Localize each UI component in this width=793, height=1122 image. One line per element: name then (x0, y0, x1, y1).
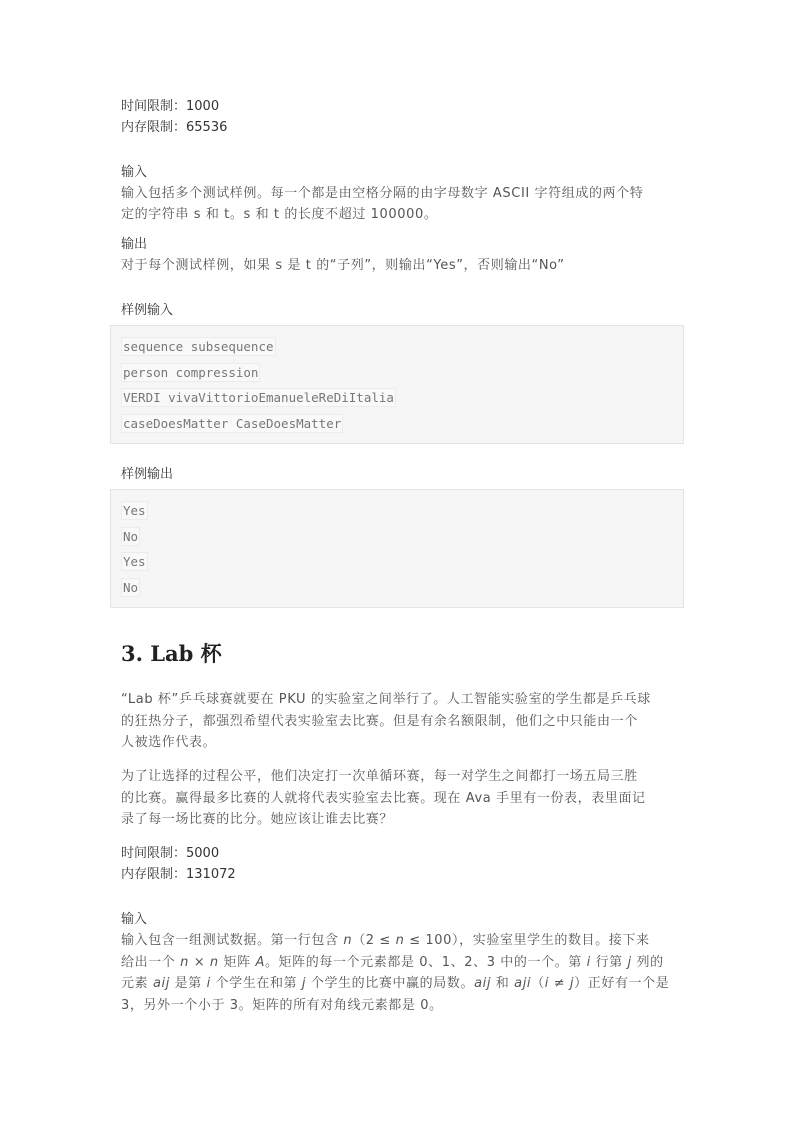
input-line: 元素 aij 是第 i 个学生在和第 j 个学生的比赛中赢的局数。aij 和 aji（i ≠ j）正好有一个是 (121, 976, 670, 991)
code-line: Yes (123, 503, 146, 518)
memory-limit: 内存限制：65536 (121, 120, 228, 135)
sample-input-label: 样例输入 (121, 303, 174, 318)
code-line: No (123, 528, 139, 544)
problem3-intro (121, 689, 676, 754)
problem3-limits (121, 843, 676, 885)
problem2-input-section (121, 162, 676, 225)
input-line: 3，另外一个小于 3。矩阵的所有对角线元素都是 0。 (121, 997, 443, 1013)
problem3-input-section (121, 909, 676, 1016)
code-line: sequence subsequence (123, 339, 274, 354)
intro-line: 的狂热分子，都强烈希望代表实验室去比赛。但是有余名额限制，他们之中只能由一个 (121, 713, 638, 729)
rules-line: 录了每一场比赛的比分。她应该让谁去比赛？ (121, 812, 394, 827)
output-desc: 对于每个测试样例，如果 s 是 t 的“子列”，则输出“Yes”，否则输出“No” (121, 258, 565, 273)
code-line: Yes (123, 554, 146, 570)
sample-input-title (121, 300, 676, 321)
time-limit: 时间限制：5000 (121, 846, 220, 861)
input-desc-line: 定的字符串 s 和 t。s 和 t 的长度不超过 100000。 (121, 207, 438, 222)
code-line: person compression (123, 364, 259, 380)
code-line: VERDI vivaVittorioEmanueleReDiItalia (123, 390, 394, 406)
sample-output-box (110, 489, 684, 608)
code-line: caseDoesMatter CaseDoesMatter (123, 416, 342, 432)
sample-input-box (110, 325, 684, 444)
input-title: 输入 (121, 165, 148, 180)
output-title: 输出 (121, 237, 148, 252)
problem2-limits (121, 96, 676, 138)
intro-line: “Lab 杯”乒乓球赛就要在 PKU 的实验室之间举行了。人工智能实验室的学生都是乒乓球 (121, 692, 651, 707)
code-line: No (123, 580, 139, 596)
rules-line: 的比赛。赢得最多比赛的人就将代表实验室去比赛。现在 Ava 手里有一份表，表里面记 (121, 790, 646, 806)
problem3-heading: 3. Lab 杯 (121, 641, 222, 666)
memory-limit: 内存限制：131072 (121, 867, 236, 882)
input-line: 输入包含一组测试数据。第一行包含 n（2 ≤ n ≤ 100），实验室里学生的数目。接下来 (121, 933, 650, 948)
rules-line: 为了让选择的过程公平，他们决定打一次单循环赛，每一对学生之间都打一场五局三胜 (121, 769, 638, 784)
problem2-output-section (121, 234, 676, 276)
input-title: 输入 (121, 912, 148, 927)
sample-output-title (121, 464, 676, 485)
input-line: 给出一个 n × n 矩阵 A。矩阵的每一个元素都是 0、1、2、3 中的一个。第 i 行第 j 列的 (121, 954, 664, 970)
time-limit: 时间限制：1000 (121, 99, 220, 114)
intro-line: 人被选作代表。 (121, 735, 217, 750)
input-desc-line: 输入包括多个测试样例。每一个都是由空格分隔的由字母数字 ASCII 字符组成的两个特 (121, 186, 644, 201)
problem3-rules (121, 766, 676, 831)
sample-output-label: 样例输出 (121, 467, 174, 482)
